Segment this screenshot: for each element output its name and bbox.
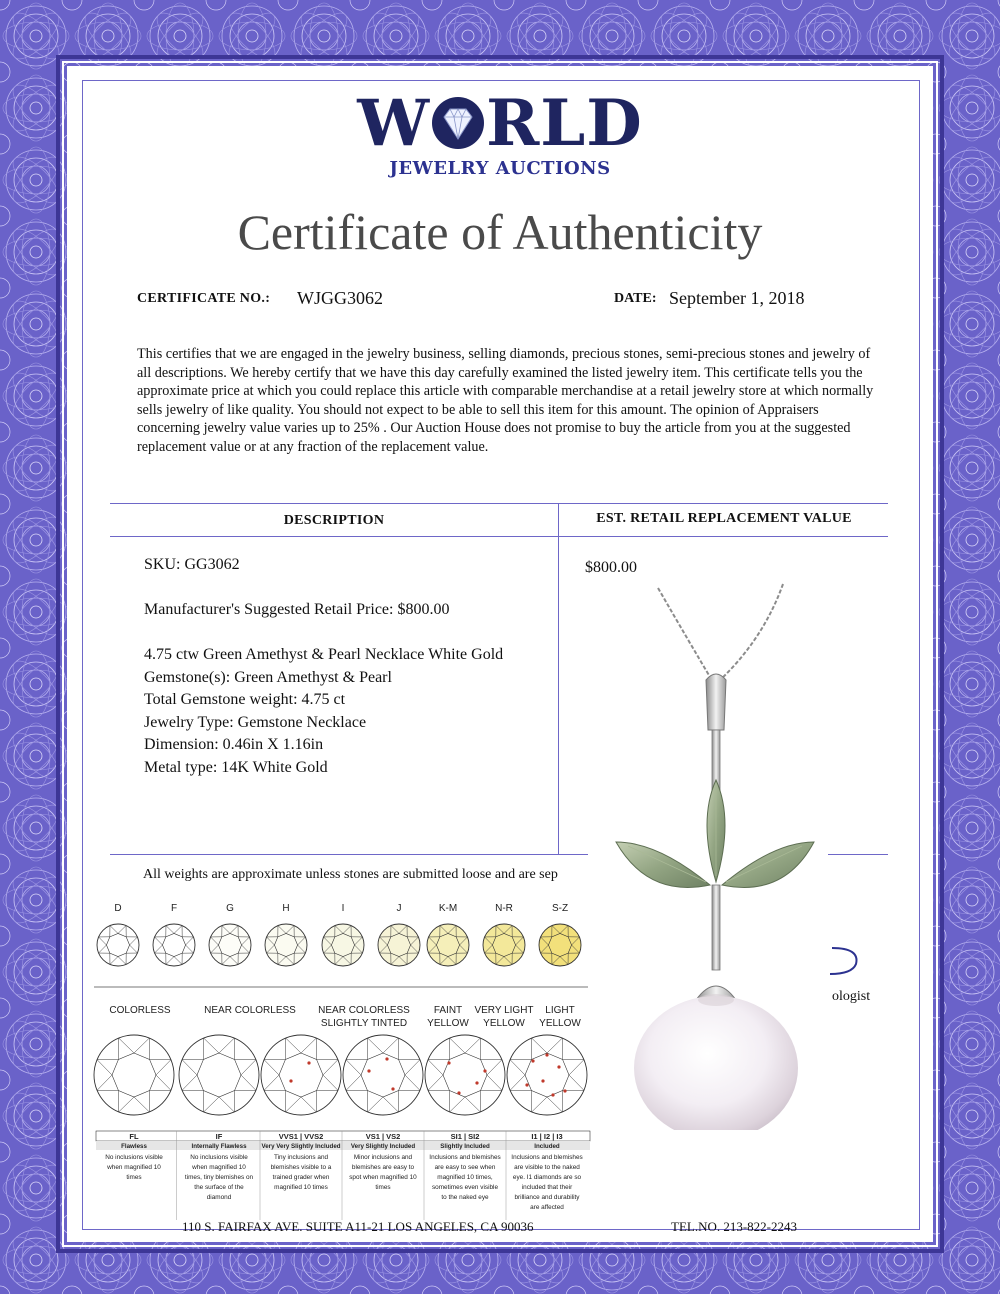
clarity-description: Tiny inclusions and bbox=[273, 1154, 329, 1161]
clarity-grade: IF bbox=[215, 1132, 223, 1141]
clarity-description: sometimes even visible bbox=[431, 1184, 499, 1191]
clarity-description: Inclusions and blemishes bbox=[429, 1154, 501, 1161]
clarity-diamond bbox=[94, 1035, 174, 1115]
logo-world-text: W RLD bbox=[357, 86, 643, 161]
clarity-grade: VS1 | VS2 bbox=[365, 1132, 401, 1141]
inclusion-mark bbox=[545, 1053, 548, 1056]
clarity-description: times bbox=[375, 1184, 391, 1191]
clarity-description: times bbox=[126, 1174, 142, 1181]
color-grade-label: D bbox=[114, 903, 122, 914]
color-grade-diamond bbox=[322, 924, 364, 966]
clarity-description: blemishes are easy to bbox=[351, 1164, 415, 1171]
clarity-grade: FL bbox=[129, 1132, 139, 1141]
color-group-label: YELLOW bbox=[483, 1018, 525, 1029]
clarity-grade: SI1 | SI2 bbox=[450, 1132, 480, 1141]
clarity-description: times, tiny blemishes on bbox=[184, 1174, 254, 1181]
bail bbox=[706, 674, 726, 790]
clarity-description: are affected bbox=[530, 1204, 564, 1211]
detail-line: Dimension: 0.46in X 1.16in bbox=[144, 736, 324, 753]
color-grade-label: G bbox=[226, 903, 234, 914]
color-group-label: NEAR COLORLESS bbox=[204, 1005, 296, 1016]
color-group-label: NEAR COLORLESS bbox=[318, 1005, 410, 1016]
clarity-description: are visible to the naked bbox=[514, 1164, 580, 1171]
color-group-label: SLIGHTLY TINTED bbox=[320, 1018, 408, 1029]
necklace-image bbox=[588, 580, 828, 1130]
detail-line: Jewelry Type: Gemstone Necklace bbox=[144, 713, 367, 731]
footer-phone: TEL.NO. 213-822-2243 bbox=[671, 1219, 798, 1234]
clarity-description: No inclusions visible bbox=[190, 1154, 248, 1161]
detail-line: Gemstone(s): Green Amethyst & Pearl bbox=[144, 668, 392, 686]
clarity-description: are easy to see when bbox=[434, 1164, 496, 1171]
clarity-description: included that their bbox=[521, 1184, 573, 1191]
color-grade-label: N-R bbox=[495, 903, 513, 914]
detail-line: Total Gemstone weight: 4.75 ct bbox=[144, 691, 346, 708]
date-label: DATE: bbox=[614, 291, 657, 306]
inclusion-mark bbox=[457, 1091, 460, 1094]
inclusion-mark bbox=[475, 1081, 478, 1084]
certificate-number: WJGG3062 bbox=[297, 288, 383, 308]
footer-address: 110 S. FAIRFAX AVE. SUITE A11-21 LOS ANGELES, CA 90036 bbox=[182, 1219, 534, 1234]
logo-world bbox=[0, 86, 1000, 161]
date-value: September 1, 2018 bbox=[669, 288, 805, 308]
inclusion-mark bbox=[289, 1079, 292, 1082]
clarity-description: Inclusions and blemishes bbox=[511, 1154, 583, 1161]
clarity-grade-name: Very Slightly Included bbox=[350, 1143, 416, 1150]
inclusion-mark bbox=[391, 1087, 394, 1090]
inclusion-mark bbox=[557, 1065, 560, 1068]
clarity-diamond bbox=[179, 1035, 259, 1115]
clarity-description: to the naked eye bbox=[441, 1194, 489, 1201]
color-group-label: YELLOW bbox=[427, 1018, 469, 1029]
clarity-description: brilliance and durability bbox=[514, 1194, 580, 1201]
color-group-label: YELLOW bbox=[539, 1018, 581, 1029]
clarity-grade: I1 | I2 | I3 bbox=[531, 1132, 563, 1141]
clarity-grade-name: Internally Flawless bbox=[191, 1143, 247, 1150]
clarity-diamond bbox=[425, 1035, 505, 1115]
clarity-grade: VVS1 | VVS2 bbox=[278, 1132, 324, 1141]
clarity-description: magnified 10 times, bbox=[437, 1174, 493, 1181]
inclusion-mark bbox=[307, 1061, 310, 1064]
diamond-grading-chart bbox=[90, 895, 610, 1225]
color-grade-label: F bbox=[170, 903, 178, 914]
clarity-description: the surface of the bbox=[194, 1184, 244, 1191]
inclusion-mark bbox=[531, 1059, 534, 1062]
description-header: DESCRIPTION bbox=[283, 513, 385, 528]
color-grade-label: H bbox=[282, 903, 290, 914]
inclusion-mark bbox=[563, 1089, 566, 1092]
inclusion-mark bbox=[525, 1083, 528, 1086]
detail-line: 4.75 ctw Green Amethyst & Pearl Necklace White Gold bbox=[144, 646, 504, 663]
table-header-rule bbox=[110, 536, 888, 537]
color-grade-label: K-M bbox=[438, 903, 458, 914]
clarity-description: eye. I1 diamonds are so bbox=[512, 1174, 582, 1181]
table-column-rule bbox=[558, 503, 559, 855]
color-grade-diamond bbox=[209, 924, 251, 966]
table-top-rule bbox=[110, 503, 888, 504]
detail-line: Metal type: 14K White Gold bbox=[144, 758, 328, 776]
certification-statement: This certifies that we are engaged in the jewelry business, selling diamonds, precious stones, semi-precious stones and jewelry of all descriptions. We hereby certify that we have this day carefully examined the listed jewelry item. This certificate tells you the approximate price at which you could replace this article with comparable merchandise at a retail jewelry store at which normally sells jewelry of like quality. You should not expect to be able to sell this item for this amount. The opinion of Appraisers concerning jewelry value varies up to 25% . Our Auction House does not promise to buy the article from you at the suggested replacement value or at any fraction of the replacement value. bbox=[137, 346, 874, 455]
clarity-description: when magnified 10 bbox=[192, 1164, 246, 1171]
item-details bbox=[144, 644, 503, 779]
logo-subtitle: JEWELRY AUCTIONS bbox=[389, 158, 611, 179]
color-grade-diamond bbox=[539, 924, 581, 966]
amethyst-leaves bbox=[616, 780, 814, 887]
diamond-logo-icon bbox=[430, 95, 486, 151]
clarity-description: magnified 10 times bbox=[274, 1184, 328, 1191]
sku-line: SKU: GG3062 bbox=[144, 556, 240, 573]
certificate-title: Certificate of Authenticity bbox=[237, 204, 763, 260]
weights-note: All weights are approximate unless stones are submitted loose and are sep bbox=[143, 867, 558, 882]
inclusion-mark bbox=[385, 1057, 388, 1060]
clarity-description: diamond bbox=[206, 1194, 232, 1201]
clarity-diamond bbox=[261, 1035, 341, 1115]
color-group-label: VERY LIGHT bbox=[474, 1005, 534, 1016]
color-group-label: COLORLESS bbox=[109, 1005, 171, 1016]
color-grade-label: S-Z bbox=[551, 903, 569, 914]
color-grade-label: I bbox=[341, 903, 345, 914]
color-grade-diamond bbox=[97, 924, 139, 966]
color-grade-diamond bbox=[378, 924, 420, 966]
clarity-grade-name: Included bbox=[534, 1143, 560, 1150]
color-group-label: FAINT bbox=[433, 1005, 463, 1016]
color-grade-diamond bbox=[265, 924, 307, 966]
signature-title-fragment: ologist bbox=[832, 989, 871, 1004]
clarity-description: spot when magnified 10 bbox=[349, 1174, 417, 1181]
replacement-value: $800.00 bbox=[585, 559, 637, 576]
inclusion-mark bbox=[367, 1069, 370, 1072]
clarity-description: blemishes visible to a bbox=[270, 1164, 332, 1171]
inclusion-mark bbox=[483, 1069, 486, 1072]
clarity-diamond bbox=[343, 1035, 423, 1115]
clarity-diamond bbox=[507, 1035, 587, 1115]
msrp-line: Manufacturer's Suggested Retail Price: $800.00 bbox=[144, 601, 450, 618]
clarity-description: trained grader when bbox=[272, 1174, 330, 1181]
certificate-number-label: CERTIFICATE NO.: bbox=[137, 291, 271, 306]
inclusion-mark bbox=[551, 1093, 554, 1096]
signature-flourish bbox=[826, 940, 866, 980]
value-header: EST. RETAIL REPLACEMENT VALUE bbox=[596, 511, 852, 526]
color-group-label: LIGHT bbox=[545, 1005, 575, 1016]
color-grade-label: J bbox=[396, 903, 402, 914]
clarity-description: No inclusions visible bbox=[105, 1154, 163, 1161]
color-grade-diamond bbox=[483, 924, 525, 966]
clarity-description: Minor inclusions and bbox=[353, 1154, 413, 1161]
inclusion-mark bbox=[541, 1079, 544, 1082]
clarity-grade-name: Very Very Slightly Included bbox=[261, 1143, 341, 1150]
clarity-grade-name: Slightly Included bbox=[440, 1143, 490, 1150]
clarity-grade-name: Flawless bbox=[121, 1143, 147, 1150]
clarity-description: when magnified 10 bbox=[107, 1164, 161, 1171]
color-grade-diamond bbox=[153, 924, 195, 966]
chain bbox=[658, 584, 783, 682]
color-grade-diamond bbox=[427, 924, 469, 966]
inclusion-mark bbox=[447, 1061, 450, 1064]
